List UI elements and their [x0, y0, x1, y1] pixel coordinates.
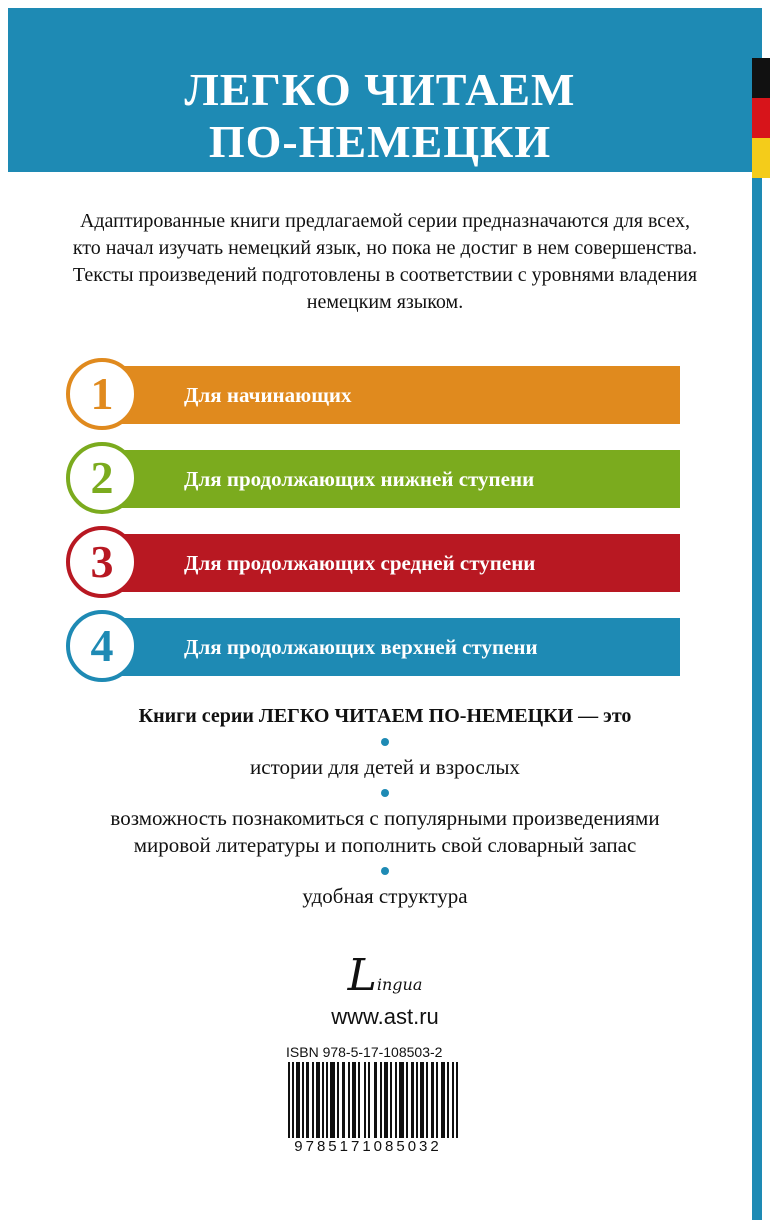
bullet-dot-icon	[381, 738, 389, 746]
flag-stripe-black	[752, 58, 770, 98]
feature-item-3: удобная структура	[302, 884, 468, 908]
intro-text	[40, 208, 730, 316]
intro-paragraph-1: Адаптированные книги предлагаемой серии предназначаются для всех, кто начал изучать немецкий язык, но пока не достиг в нем совершенства.	[72, 210, 698, 259]
series-title-banner	[8, 8, 752, 172]
lingua-logo-rest: ingua	[376, 975, 423, 994]
flag-stripe-red	[752, 98, 770, 138]
level-4-badge: 4	[66, 610, 138, 682]
series-title-line-1: ЛЕГКО ЧИТАЕМ	[184, 64, 576, 115]
isbn-label: ISBN 978-5-17-108503-2	[286, 1044, 443, 1060]
level-2-row	[66, 442, 680, 514]
level-1-row	[66, 358, 680, 430]
level-1-bar	[104, 366, 680, 424]
flag-stripe-gold	[752, 138, 770, 178]
level-4-label: Для продолжающих верхней ступени	[184, 635, 538, 659]
level-3-label: Для продолжающих средней ступени	[184, 551, 536, 575]
level-2-badge: 2	[66, 442, 138, 514]
series-title-line-2: ПО-НЕМЕЦКИ	[208, 116, 552, 167]
level-2-bar	[104, 450, 680, 508]
level-4-row	[66, 610, 680, 682]
feature-item-1: истории для детей и взрослых	[250, 755, 520, 779]
lingua-logo-initial: L	[347, 950, 377, 1001]
bullet-dot-icon	[381, 867, 389, 875]
level-2-label: Для продолжающих нижней ступени	[184, 467, 535, 491]
publisher-website: www.ast.ru	[331, 1004, 439, 1029]
series-lead: Книги серии ЛЕГКО ЧИТАЕМ ПО-НЕМЕЦКИ — это	[138, 705, 632, 727]
intro-paragraph-2: Тексты произведений подготовлены в соответствии с уровнями владения немецким языком.	[72, 264, 698, 313]
series-features	[0, 702, 770, 910]
level-3-row	[66, 526, 680, 598]
lingua-logo	[330, 950, 440, 1001]
level-1-label: Для начинающих	[184, 383, 352, 407]
level-3-bar	[104, 534, 680, 592]
cover-spine-edge	[752, 8, 762, 1220]
level-1-badge: 1	[66, 358, 138, 430]
level-3-badge: 3	[66, 526, 138, 598]
bullet-dot-icon	[381, 789, 389, 797]
feature-item-2: возможность познакомиться с популярными произведениями мировой литературы и пополнить свой словарный запас	[110, 806, 660, 857]
barcode-image	[286, 1062, 460, 1150]
level-4-bar	[104, 618, 680, 676]
barcode-digits: 9785171085032	[276, 1138, 460, 1155]
